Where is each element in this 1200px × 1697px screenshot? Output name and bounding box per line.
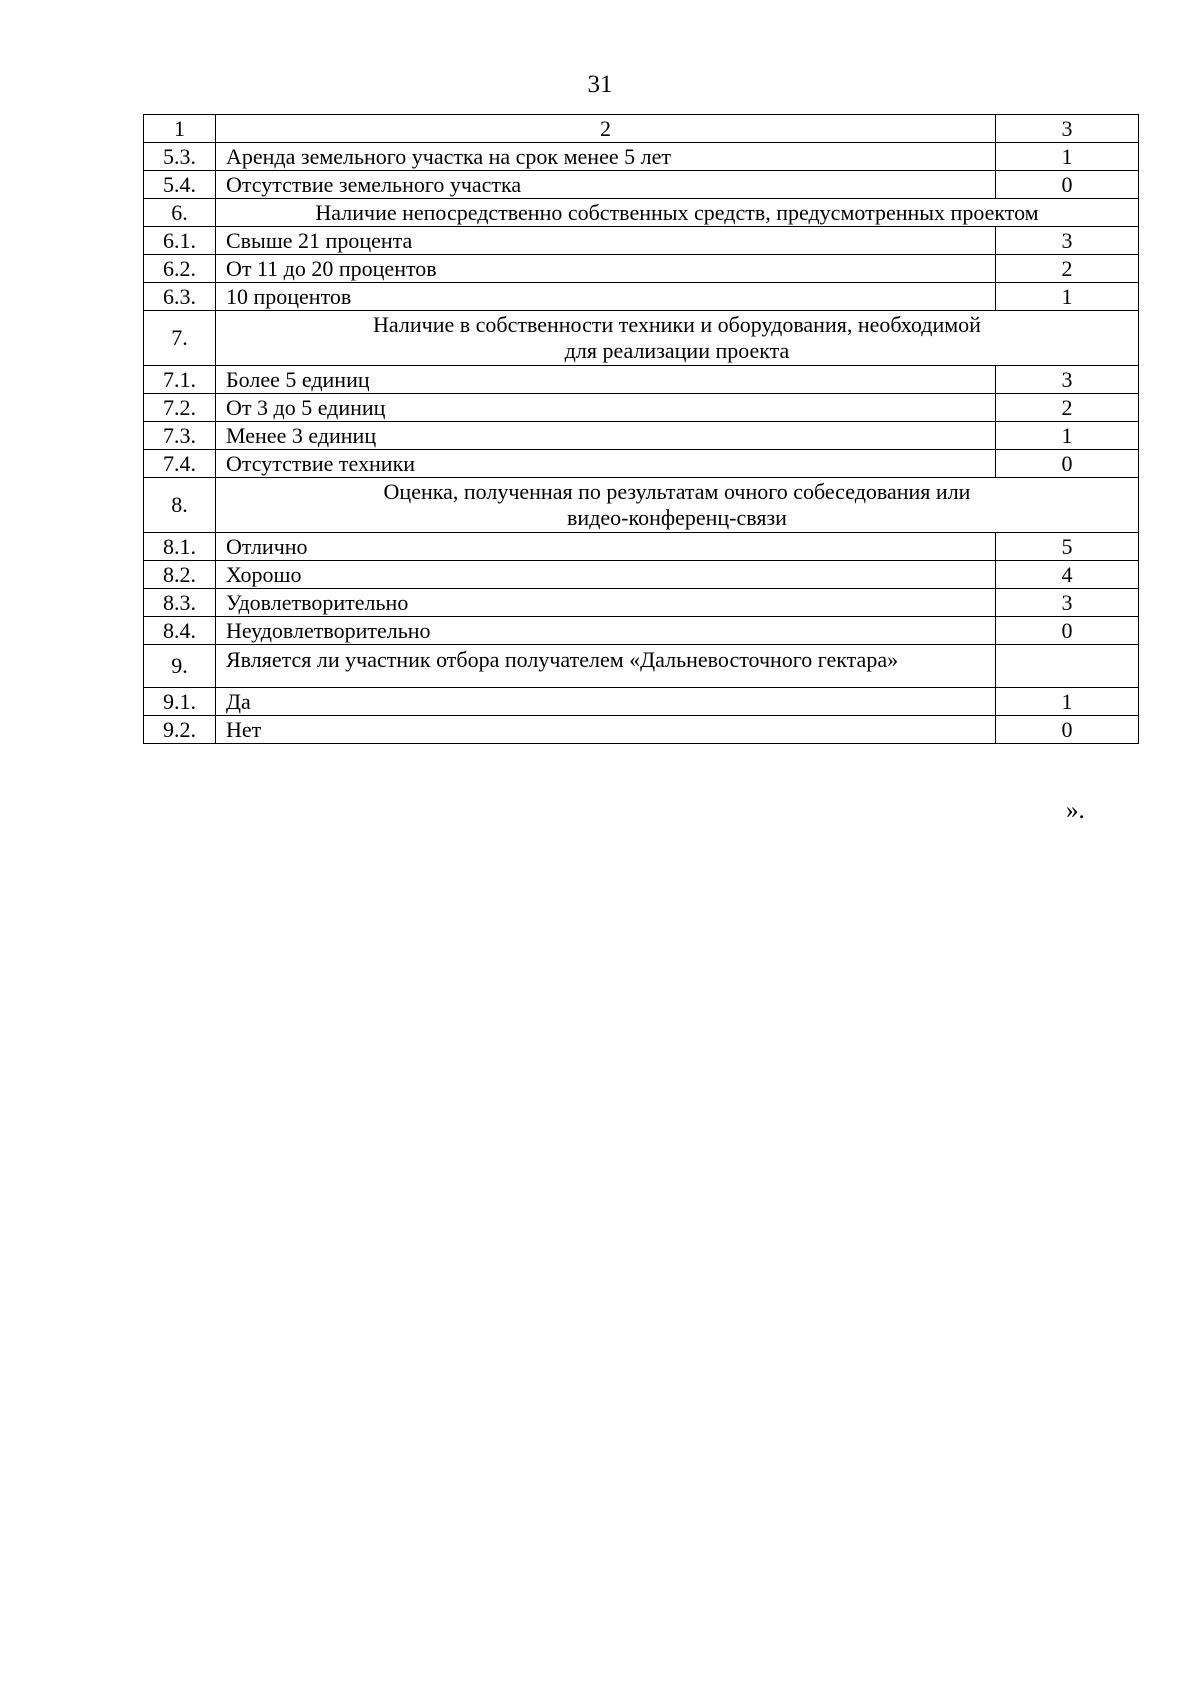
row-number: 6.2. — [144, 255, 216, 283]
section-title — [216, 478, 1139, 533]
table-row — [144, 283, 1139, 311]
section-title-line: видео-конференц-связи — [567, 505, 787, 530]
column-header-2: 2 — [216, 115, 996, 143]
row-score: 0 — [996, 171, 1139, 199]
row-number: 7.4. — [144, 450, 216, 478]
section-number: 7. — [144, 311, 216, 366]
row-number: 9.1. — [144, 688, 216, 716]
row-number: 7.3. — [144, 422, 216, 450]
row-number: 8.4. — [144, 617, 216, 645]
row-number: 5.4. — [144, 171, 216, 199]
column-header-3: 3 — [996, 115, 1139, 143]
row-criterion: Да — [216, 688, 996, 716]
row-criterion: Удовлетворительно — [216, 589, 996, 617]
row-criterion: Аренда земельного участка на срок менее 5 лет — [216, 143, 996, 171]
row-number: 6.1. — [144, 227, 216, 255]
row-score: 0 — [996, 450, 1139, 478]
row-score — [996, 645, 1139, 688]
section-title: Наличие непосредственно собственных средств, предусмотренных проектом — [216, 199, 1139, 227]
row-score: 5 — [996, 533, 1139, 561]
section-title-line: Оценка, полученная по результатам очного собеседования или — [383, 479, 971, 504]
table-row — [144, 143, 1139, 171]
row-criterion: Отсутствие земельного участка — [216, 171, 996, 199]
row-number: 8.3. — [144, 589, 216, 617]
row-score: 4 — [996, 561, 1139, 589]
row-score: 2 — [996, 394, 1139, 422]
row-score: 3 — [996, 589, 1139, 617]
row-score: 1 — [996, 283, 1139, 311]
row-number: 6.3. — [144, 283, 216, 311]
row-criterion: От 11 до 20 процентов — [216, 255, 996, 283]
table-row — [144, 645, 1139, 688]
row-score: 2 — [996, 255, 1139, 283]
table-row — [144, 589, 1139, 617]
row-score: 1 — [996, 688, 1139, 716]
table-row — [144, 533, 1139, 561]
row-number: 9. — [144, 645, 216, 688]
row-criterion: Неудовлетворительно — [216, 617, 996, 645]
criteria-table — [143, 114, 1139, 744]
table-row — [144, 227, 1139, 255]
column-header-1: 1 — [144, 115, 216, 143]
row-criterion: Отлично — [216, 533, 996, 561]
table-row — [144, 366, 1139, 394]
table-row — [144, 171, 1139, 199]
row-criterion: От 3 до 5 единиц — [216, 394, 996, 422]
row-number: 8.2. — [144, 561, 216, 589]
row-score: 3 — [996, 366, 1139, 394]
section-title — [216, 311, 1139, 366]
row-criterion: Более 5 единиц — [216, 366, 996, 394]
row-criterion: Нет — [216, 716, 996, 744]
table-row — [144, 716, 1139, 744]
row-number: 7.1. — [144, 366, 216, 394]
closing-quote-mark: ». — [1066, 797, 1085, 824]
section-row — [144, 478, 1139, 533]
row-criterion: Является ли участник отбора получателем «Дальневосточного гектара» — [216, 645, 996, 688]
table-header-row — [144, 115, 1139, 143]
row-criterion: Менее 3 единиц — [216, 422, 996, 450]
row-score: 0 — [996, 617, 1139, 645]
row-number: 7.2. — [144, 394, 216, 422]
row-score: 3 — [996, 227, 1139, 255]
row-criterion: Хорошо — [216, 561, 996, 589]
section-row — [144, 199, 1139, 227]
row-number: 8.1. — [144, 533, 216, 561]
table-row — [144, 450, 1139, 478]
row-number: 9.2. — [144, 716, 216, 744]
row-score: 0 — [996, 716, 1139, 744]
table-row — [144, 255, 1139, 283]
table-row — [144, 617, 1139, 645]
section-number: 8. — [144, 478, 216, 533]
table-row — [144, 688, 1139, 716]
row-number: 5.3. — [144, 143, 216, 171]
section-number: 6. — [144, 199, 216, 227]
row-criterion: Отсутствие техники — [216, 450, 996, 478]
table-row — [144, 422, 1139, 450]
row-score: 1 — [996, 143, 1139, 171]
row-criterion: 10 процентов — [216, 283, 996, 311]
section-title-line: для реализации проекта — [564, 338, 790, 363]
table-row — [144, 561, 1139, 589]
row-score: 1 — [996, 422, 1139, 450]
section-title-line: Наличие в собственности техники и оборудования, необходимой — [373, 312, 981, 337]
row-criterion: Свыше 21 процента — [216, 227, 996, 255]
table-row — [144, 394, 1139, 422]
section-row — [144, 311, 1139, 366]
page-number: 31 — [587, 71, 613, 98]
